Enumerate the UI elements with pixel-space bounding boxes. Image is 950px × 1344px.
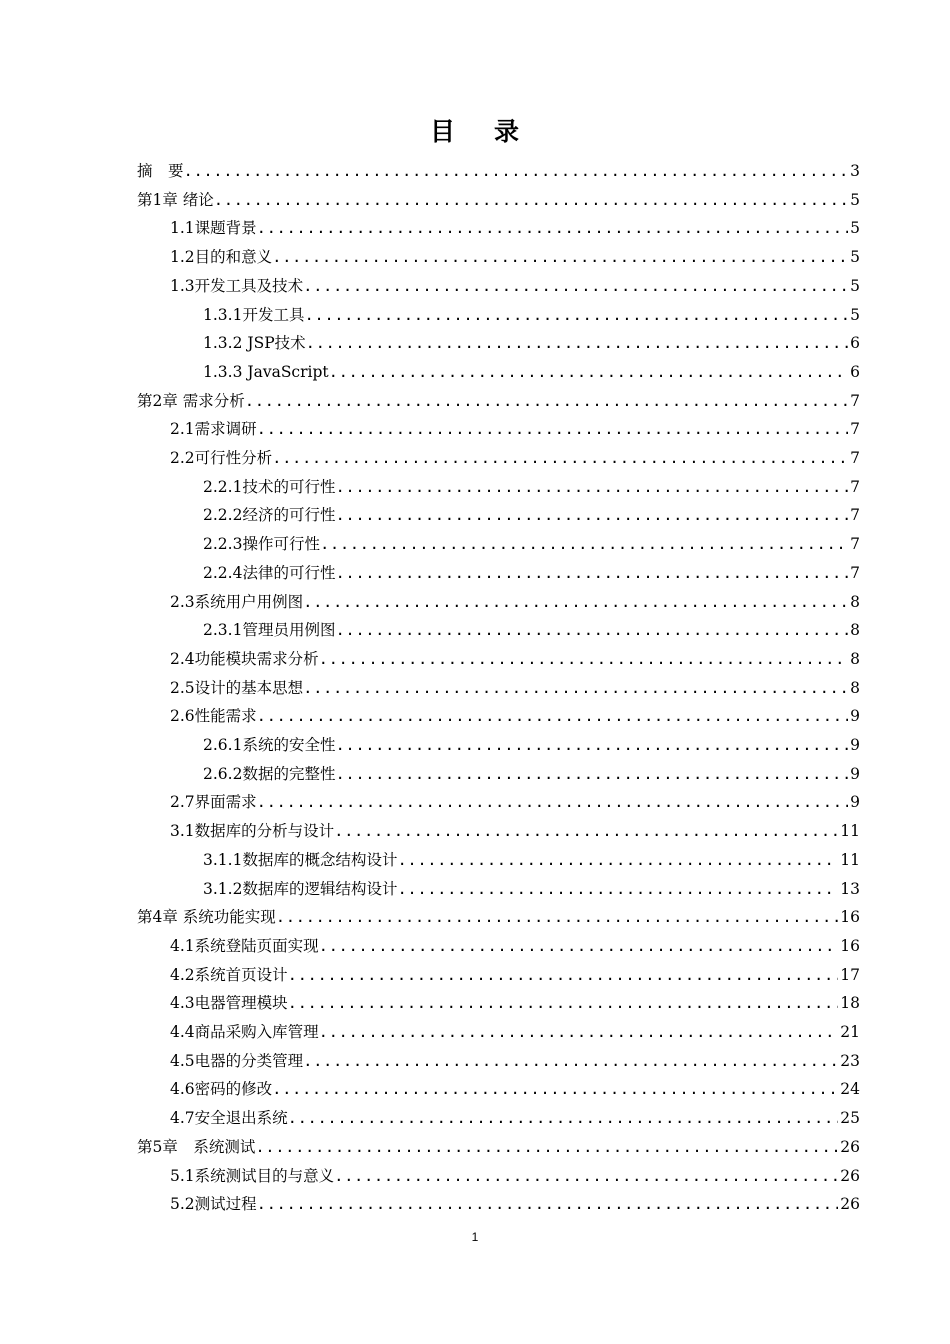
toc-entry-label: 2.5设计的基本思想: [170, 678, 304, 697]
toc-entry-page: 7: [850, 391, 860, 410]
toc-entry-page: 21: [840, 1023, 860, 1041]
toc-entry-label: 4.3电器管理模块: [170, 994, 288, 1013]
toc-dot-leader: [334, 1162, 838, 1190]
toc-dot-leader: [335, 501, 848, 529]
toc-entry[interactable]: [170, 243, 860, 271]
toc-entry-page: 16: [840, 908, 860, 927]
toc-entry-label: 2.2.1技术的可行性: [203, 477, 336, 496]
toc-entry[interactable]: [203, 473, 860, 501]
toc-entry-label: 2.7界面需求: [170, 793, 257, 812]
toc-entry-page: 8: [850, 621, 860, 640]
toc-entry[interactable]: [170, 645, 860, 673]
toc-dot-leader: [257, 214, 848, 242]
toc-entry-label: 第2章 需求分析: [137, 391, 245, 410]
toc-dot-leader: [257, 415, 848, 443]
toc-entry[interactable]: [170, 1047, 860, 1075]
toc-entry[interactable]: [203, 501, 860, 529]
toc-entry-page: 17: [840, 965, 860, 984]
toc-dot-leader: [335, 731, 848, 759]
toc-entry-label: 2.6.1系统的安全性: [203, 736, 336, 754]
toc-dot-leader: [303, 272, 848, 300]
toc-entry-page: 23: [840, 1051, 860, 1070]
toc-entry-page: 7: [850, 477, 860, 496]
toc-entry[interactable]: [170, 1104, 860, 1132]
toc-entry[interactable]: [137, 387, 860, 415]
toc-entry-page: 26: [840, 1137, 860, 1156]
toc-entry-label: 1.3.1开发工具: [203, 305, 305, 324]
toc-entry-page: 7: [850, 506, 860, 525]
toc-entry-label: 3.1.2数据库的逻辑结构设计: [203, 879, 398, 898]
toc-entry-page: 3: [850, 162, 860, 180]
toc-entry[interactable]: [170, 1162, 860, 1190]
toc-dot-leader: [335, 616, 848, 644]
toc-entry-page: 11: [840, 822, 860, 841]
toc-entry-label: 2.2.4法律的可行性: [203, 563, 336, 582]
toc-title: [0, 112, 950, 148]
toc-entry-label: 1.3.2 JSP技术: [203, 334, 306, 353]
toc-entry-page: 26: [840, 1166, 860, 1185]
toc-entry-page: 18: [840, 994, 860, 1013]
toc-dot-leader: [304, 301, 848, 329]
toc-entry[interactable]: [170, 817, 860, 845]
toc-entry[interactable]: [170, 214, 860, 242]
toc-dot-leader: [288, 989, 839, 1017]
toc-entry-page: 9: [850, 707, 860, 726]
toc-entry[interactable]: [203, 559, 860, 587]
toc-entry-page: 7: [850, 563, 860, 582]
toc-entry[interactable]: [137, 1133, 860, 1161]
toc-entry-page: 26: [840, 1195, 860, 1214]
toc-entry[interactable]: [170, 989, 860, 1017]
toc-entry-label: 摘 要: [137, 162, 184, 180]
toc-entry-page: 5: [850, 219, 860, 238]
toc-entry-label: 4.1系统登陆页面实现: [170, 936, 319, 955]
toc-entry-page: 7: [850, 449, 860, 467]
toc-entry-page: 16: [840, 936, 860, 955]
toc-entry-label: 第4章 系统功能实现: [137, 908, 276, 927]
toc-dot-leader: [335, 559, 848, 587]
toc-entry-label: 3.1数据库的分析与设计: [170, 822, 335, 841]
toc-entry[interactable]: [170, 788, 860, 816]
toc-entry-page: 9: [850, 793, 860, 812]
toc-dot-leader: [303, 1047, 838, 1075]
toc-entry-label: 第5章 系统测试: [137, 1137, 256, 1156]
toc-dot-leader: [245, 387, 848, 415]
toc-entry-page: 5: [850, 248, 860, 267]
toc-entry-page: 8: [850, 678, 860, 697]
toc-dot-leader: [272, 444, 848, 472]
toc-entry[interactable]: [170, 932, 860, 960]
toc-entry-label: 2.2.2经济的可行性: [203, 506, 336, 525]
toc-title-left: 目: [429, 117, 456, 146]
toc-entry-label: 4.7安全退出系统: [170, 1109, 288, 1128]
toc-entry[interactable]: [203, 530, 860, 558]
toc-dot-leader: [303, 588, 848, 616]
toc-entry[interactable]: [137, 157, 860, 185]
toc-entry[interactable]: [170, 588, 860, 616]
toc-dot-leader: [214, 186, 848, 214]
toc-entry[interactable]: [170, 702, 860, 730]
toc-entry-label: 2.3.1管理员用例图: [203, 621, 336, 640]
toc-entry[interactable]: [170, 1075, 860, 1103]
toc-entry-label: 2.4功能模块需求分析: [170, 649, 319, 668]
toc-entry-page: 25: [840, 1109, 860, 1128]
toc-entry-page: 5: [850, 190, 860, 209]
toc-entry[interactable]: [203, 616, 860, 644]
toc-dot-leader: [319, 932, 839, 960]
toc-entry-page: 9: [850, 764, 860, 783]
toc-entry-label: 1.3.3 JavaScript: [203, 362, 329, 381]
toc-entry-page: 5: [850, 276, 860, 295]
toc-entry-page: 24: [840, 1080, 860, 1099]
toc-dot-leader: [397, 846, 838, 874]
toc-entry-page: 6: [850, 334, 860, 353]
toc-entry-label: 4.6密码的修改: [170, 1080, 273, 1099]
toc-dot-leader: [272, 1075, 838, 1103]
toc-dot-leader: [397, 875, 838, 903]
toc-entry-page: 9: [850, 736, 860, 754]
toc-dot-leader: [335, 473, 848, 501]
toc-entry-label: 2.1需求调研: [170, 420, 257, 439]
toc-entry-label: 4.5电器的分类管理: [170, 1051, 304, 1070]
toc-entry[interactable]: [203, 760, 860, 788]
toc-dot-leader: [329, 358, 848, 386]
toc-entry[interactable]: [170, 1018, 860, 1046]
toc-dot-leader: [320, 530, 848, 558]
toc-dot-leader: [257, 702, 848, 730]
toc-dot-leader: [257, 1190, 839, 1218]
toc-dot-leader: [288, 1104, 839, 1132]
toc-entry[interactable]: [203, 301, 860, 329]
toc-entry-label: 1.1课题背景: [170, 219, 257, 238]
toc-entry[interactable]: [203, 358, 860, 386]
toc-dot-leader: [319, 1018, 839, 1046]
toc-dot-leader: [184, 157, 849, 185]
toc-dot-leader: [334, 817, 838, 845]
toc-entry-label: 2.2.3操作可行性: [203, 535, 320, 554]
toc-entry[interactable]: [170, 444, 860, 472]
toc-entry[interactable]: [170, 961, 860, 989]
toc-entry-page: 11: [840, 850, 860, 869]
toc-entry-label: 5.1系统测试目的与意义: [170, 1166, 335, 1185]
toc-entry[interactable]: [203, 875, 860, 903]
toc-entry-label: 4.2系统首页设计: [170, 965, 288, 984]
toc-entry[interactable]: [137, 186, 860, 214]
toc-entry-label: 1.2目的和意义: [170, 248, 273, 267]
toc-entry-label: 2.3系统用户用例图: [170, 592, 304, 611]
toc-dot-leader: [272, 243, 848, 271]
toc-entry-label: 2.6.2数据的完整性: [203, 764, 336, 783]
toc-entry-page: 8: [850, 592, 860, 611]
toc-entry-label: 4.4商品采购入库管理: [170, 1023, 319, 1041]
toc-dot-leader: [306, 329, 848, 357]
toc-dot-leader: [255, 1133, 838, 1161]
toc-dot-leader: [257, 788, 848, 816]
toc-entry-label: 2.6性能需求: [170, 707, 257, 726]
toc-dot-leader: [335, 760, 848, 788]
toc-entry-label: 2.2可行性分析: [170, 449, 273, 467]
toc-entry-label: 5.2测试过程: [170, 1195, 257, 1214]
toc-entry[interactable]: [203, 731, 860, 759]
toc-entry[interactable]: [170, 674, 860, 702]
toc-entry-page: 7: [850, 535, 860, 554]
toc-entry[interactable]: [203, 329, 860, 357]
page-number: 1: [471, 1230, 479, 1244]
toc-entry-label: 1.3开发工具及技术: [170, 276, 304, 295]
toc-entry-label: 3.1.1数据库的概念结构设计: [203, 850, 398, 869]
toc-entry[interactable]: [203, 846, 860, 874]
toc-entry[interactable]: [170, 1190, 860, 1218]
toc-dot-leader: [276, 903, 838, 931]
toc-entry-page: 13: [840, 879, 860, 898]
toc-title-right: 录: [494, 117, 521, 146]
toc-entry-label: 第1章 绪论: [137, 190, 214, 209]
toc-entry[interactable]: [170, 272, 860, 300]
toc-dot-leader: [288, 961, 839, 989]
toc-dot-leader: [319, 645, 848, 673]
toc-entry[interactable]: [137, 903, 860, 931]
toc-entry[interactable]: [170, 415, 860, 443]
toc-entry-page: 8: [850, 649, 860, 668]
toc-entry-page: 5: [850, 305, 860, 324]
toc-entry-page: 6: [850, 362, 860, 381]
toc-dot-leader: [303, 674, 848, 702]
toc-entry-page: 7: [850, 420, 860, 439]
